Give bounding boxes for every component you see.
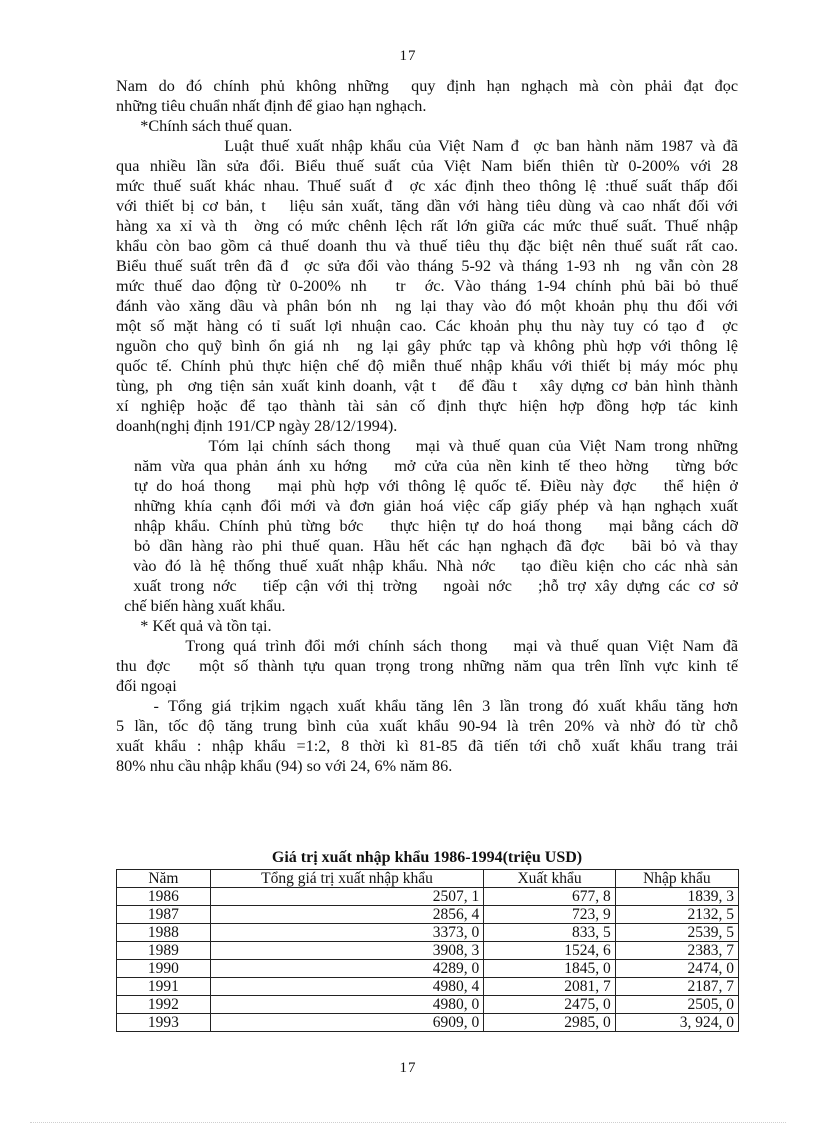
cell-export: 833, 5 xyxy=(484,924,616,942)
text-line: những tiêu chuẩn nhất định để giao hạn nghạch. xyxy=(116,97,427,115)
cell-total: 3373, 0 xyxy=(210,924,483,942)
text-line: vào đó là hệ thống thuế xuất nhập khẩu. Nhà nớc tạo điều kiện cho các nhà sản xyxy=(116,557,738,575)
text-line: nhập khẩu. Chính phủ từng bớc thực hiện tự do hoá thong mại bằng cách dỡ xyxy=(116,517,738,535)
text-line: 5 lần, tốc độ tăng trung bình của xuất khẩu 90-94 là trên 20% và nhờ đó từ chỗ xyxy=(116,717,738,735)
cell-year: 1989 xyxy=(117,942,211,960)
table-row xyxy=(117,906,739,924)
cell-import: 2132, 5 xyxy=(615,906,738,924)
cell-export: 723, 9 xyxy=(484,906,616,924)
cell-total: 6909, 0 xyxy=(210,1014,483,1032)
text-line: mức thuế dao động từ 0-200% nh tr ớc. Vào tháng 1-94 chính phủ bãi bỏ thuế xyxy=(116,277,738,295)
cell-total: 4980, 4 xyxy=(210,978,483,996)
text-line: - Tổng giá trịkim ngạch xuất khẩu tăng lên 3 lần trong đó xuất khẩu tăng hơn xyxy=(116,697,738,715)
text-line: nguồn cho quỹ bình ổn giá nh ng lại gây phức tạp và không phù hợp với thông lệ xyxy=(116,337,738,355)
cell-year: 1988 xyxy=(117,924,211,942)
table-row xyxy=(117,888,739,906)
table-row xyxy=(117,942,739,960)
text-line: 80% nhu cầu nhập khẩu (94) so với 24, 6% năm 86. xyxy=(116,757,453,775)
cell-total: 4289, 0 xyxy=(210,960,483,978)
cell-year: 1986 xyxy=(117,888,211,906)
cell-export: 1845, 0 xyxy=(484,960,616,978)
table-header-row xyxy=(117,870,739,888)
text-line: khẩu còn bao gồm cả thuế doanh thu và thuế tiêu thụ đặc biệt nên thuế suất rất cao. xyxy=(116,237,738,255)
text-line: một số mặt hàng có tỉ suất lợi nhuận cao. Các khoản phụ thu này tuy có tạo đ ợc xyxy=(116,317,738,335)
cell-total: 2856, 4 xyxy=(210,906,483,924)
text-line: mức thuế suất khác nhau. Thuế suất đ ợc xác định theo thông lệ :thuế suất thấp đối xyxy=(116,177,738,195)
text-line: chế biến hàng xuất khẩu. xyxy=(116,597,286,615)
text-line: Nam do đó chính phủ không những quy định hạn nghạch mà còn phải đạt đọc xyxy=(116,77,738,95)
cell-year: 1993 xyxy=(117,1014,211,1032)
header-export: Xuất khẩu xyxy=(484,870,616,888)
text-line: xí nghiệp hoặc để tạo thành tài sản cố định thực hiện hợp đồng hợp tác kinh xyxy=(116,397,738,415)
table-row xyxy=(117,1014,739,1032)
text-line: bỏ dần hàng rào phi thuế quan. Hầu hết các hạn nghạch đã đợc bãi bỏ và thay xyxy=(116,537,738,555)
cell-total: 2507, 1 xyxy=(210,888,483,906)
cell-export: 677, 8 xyxy=(484,888,616,906)
text-line: đối ngoại xyxy=(116,677,177,695)
export-import-table xyxy=(116,869,739,1032)
cell-total: 4980, 0 xyxy=(210,996,483,1014)
text-line: thu đợc một số thành tựu quan trọng trong những năm qua trên lĩnh vực kinh tế xyxy=(116,657,738,675)
cell-export: 1524, 6 xyxy=(484,942,616,960)
cell-year: 1987 xyxy=(117,906,211,924)
text-line: quốc tế. Chính phủ thực hiện chế độ miễn thuế nhập khẩu với thiết bị máy móc phụ xyxy=(116,357,738,375)
text-line: Luật thuế xuất nhập khẩu của Việt Nam đ ợc ban hành năm 1987 và đã xyxy=(116,137,738,155)
header-year: Năm xyxy=(117,870,211,888)
text-line: Trong quá trình đổi mới chính sách thong mại và thuế quan Việt Nam đã xyxy=(116,637,738,655)
cell-export: 2081, 7 xyxy=(484,978,616,996)
page-number-bottom: 17 xyxy=(399,1060,417,1076)
text-line: xuất khẩu : nhập khẩu =1:2, 8 thời kì 81-85 đã tiến tới chỗ xuất khẩu trang trải xyxy=(116,737,738,755)
cell-export: 2475, 0 xyxy=(484,996,616,1014)
text-line: năm vừa qua phản ánh xu hớng mở cửa của nền kinh tế theo hờng từng bớc xyxy=(116,457,738,475)
body-text xyxy=(116,76,738,776)
text-line: Biểu thuế suất trên đã đ ợc sửa đổi vào tháng 5-92 và tháng 1-93 nh ng vẫn còn 28 xyxy=(116,257,738,275)
cell-import: 3, 924, 0 xyxy=(615,1014,738,1032)
text-line: đánh vào xăng dầu và phân bón nh ng lại thay vào đó một khoản phụ thu đối với xyxy=(116,297,738,315)
cell-import: 2539, 5 xyxy=(615,924,738,942)
header-import: Nhập khẩu xyxy=(615,870,738,888)
cell-export: 2985, 0 xyxy=(484,1014,616,1032)
table-row xyxy=(117,996,739,1014)
table-row xyxy=(117,978,739,996)
cell-year: 1992 xyxy=(117,996,211,1014)
text-line: qua nhiều lần sửa đổi. Biểu thuế suất của Việt Nam biến thiên từ 0-200% với 28 xyxy=(116,157,738,175)
text-line: hàng xa xỉ và th ờng có mức chênh lệch rất lớn giữa các mức thuế suất. Thuế nhập xyxy=(116,217,738,235)
cell-import: 1839, 3 xyxy=(615,888,738,906)
page-number-top: 17 xyxy=(399,48,417,64)
cell-import: 2187, 7 xyxy=(615,978,738,996)
cell-year: 1991 xyxy=(117,978,211,996)
text-line: tùng, ph ơng tiện sản xuất kinh doanh, vật t để đầu t xây dựng cơ bản hình thành xyxy=(116,377,738,395)
header-total: Tổng giá trị xuất nhập khẩu xyxy=(210,870,483,888)
text-line: * Kết quả và tồn tại. xyxy=(116,617,272,635)
text-line: Tóm lại chính sách thong mại và thuế quan của Việt Nam trong những xyxy=(116,437,738,455)
text-line: *Chính sách thuế quan. xyxy=(116,117,293,135)
cell-import: 2383, 7 xyxy=(615,942,738,960)
text-line: xuất trong nớc tiếp cận với thị trờng ngoài nớc ;hỗ trợ xây dựng các cơ sở xyxy=(116,577,738,595)
text-line: những khía cạnh đổi mới và đơn giản hoá việc cấp giấy phép và hạn nghạch xuất xyxy=(116,497,738,515)
table-title: Giá trị xuất nhập khẩu 1986-1994(triệu USD) xyxy=(271,849,583,866)
table-row xyxy=(117,924,739,942)
cell-year: 1990 xyxy=(117,960,211,978)
table-row xyxy=(117,960,739,978)
text-line: tự do hoá thong mại phù hợp với thông lệ quốc tế. Điều này đợc thể hiện ở xyxy=(116,477,738,495)
cell-import: 2474, 0 xyxy=(615,960,738,978)
text-line: với thiết bị cơ bản, t liệu sản xuất, tăng dần với hàng tiêu dùng và cao nhất đối với xyxy=(116,197,738,215)
cell-total: 3908, 3 xyxy=(210,942,483,960)
text-line: doanh(nghị định 191/CP ngày 28/12/1994). xyxy=(116,417,398,435)
cell-import: 2505, 0 xyxy=(615,996,738,1014)
